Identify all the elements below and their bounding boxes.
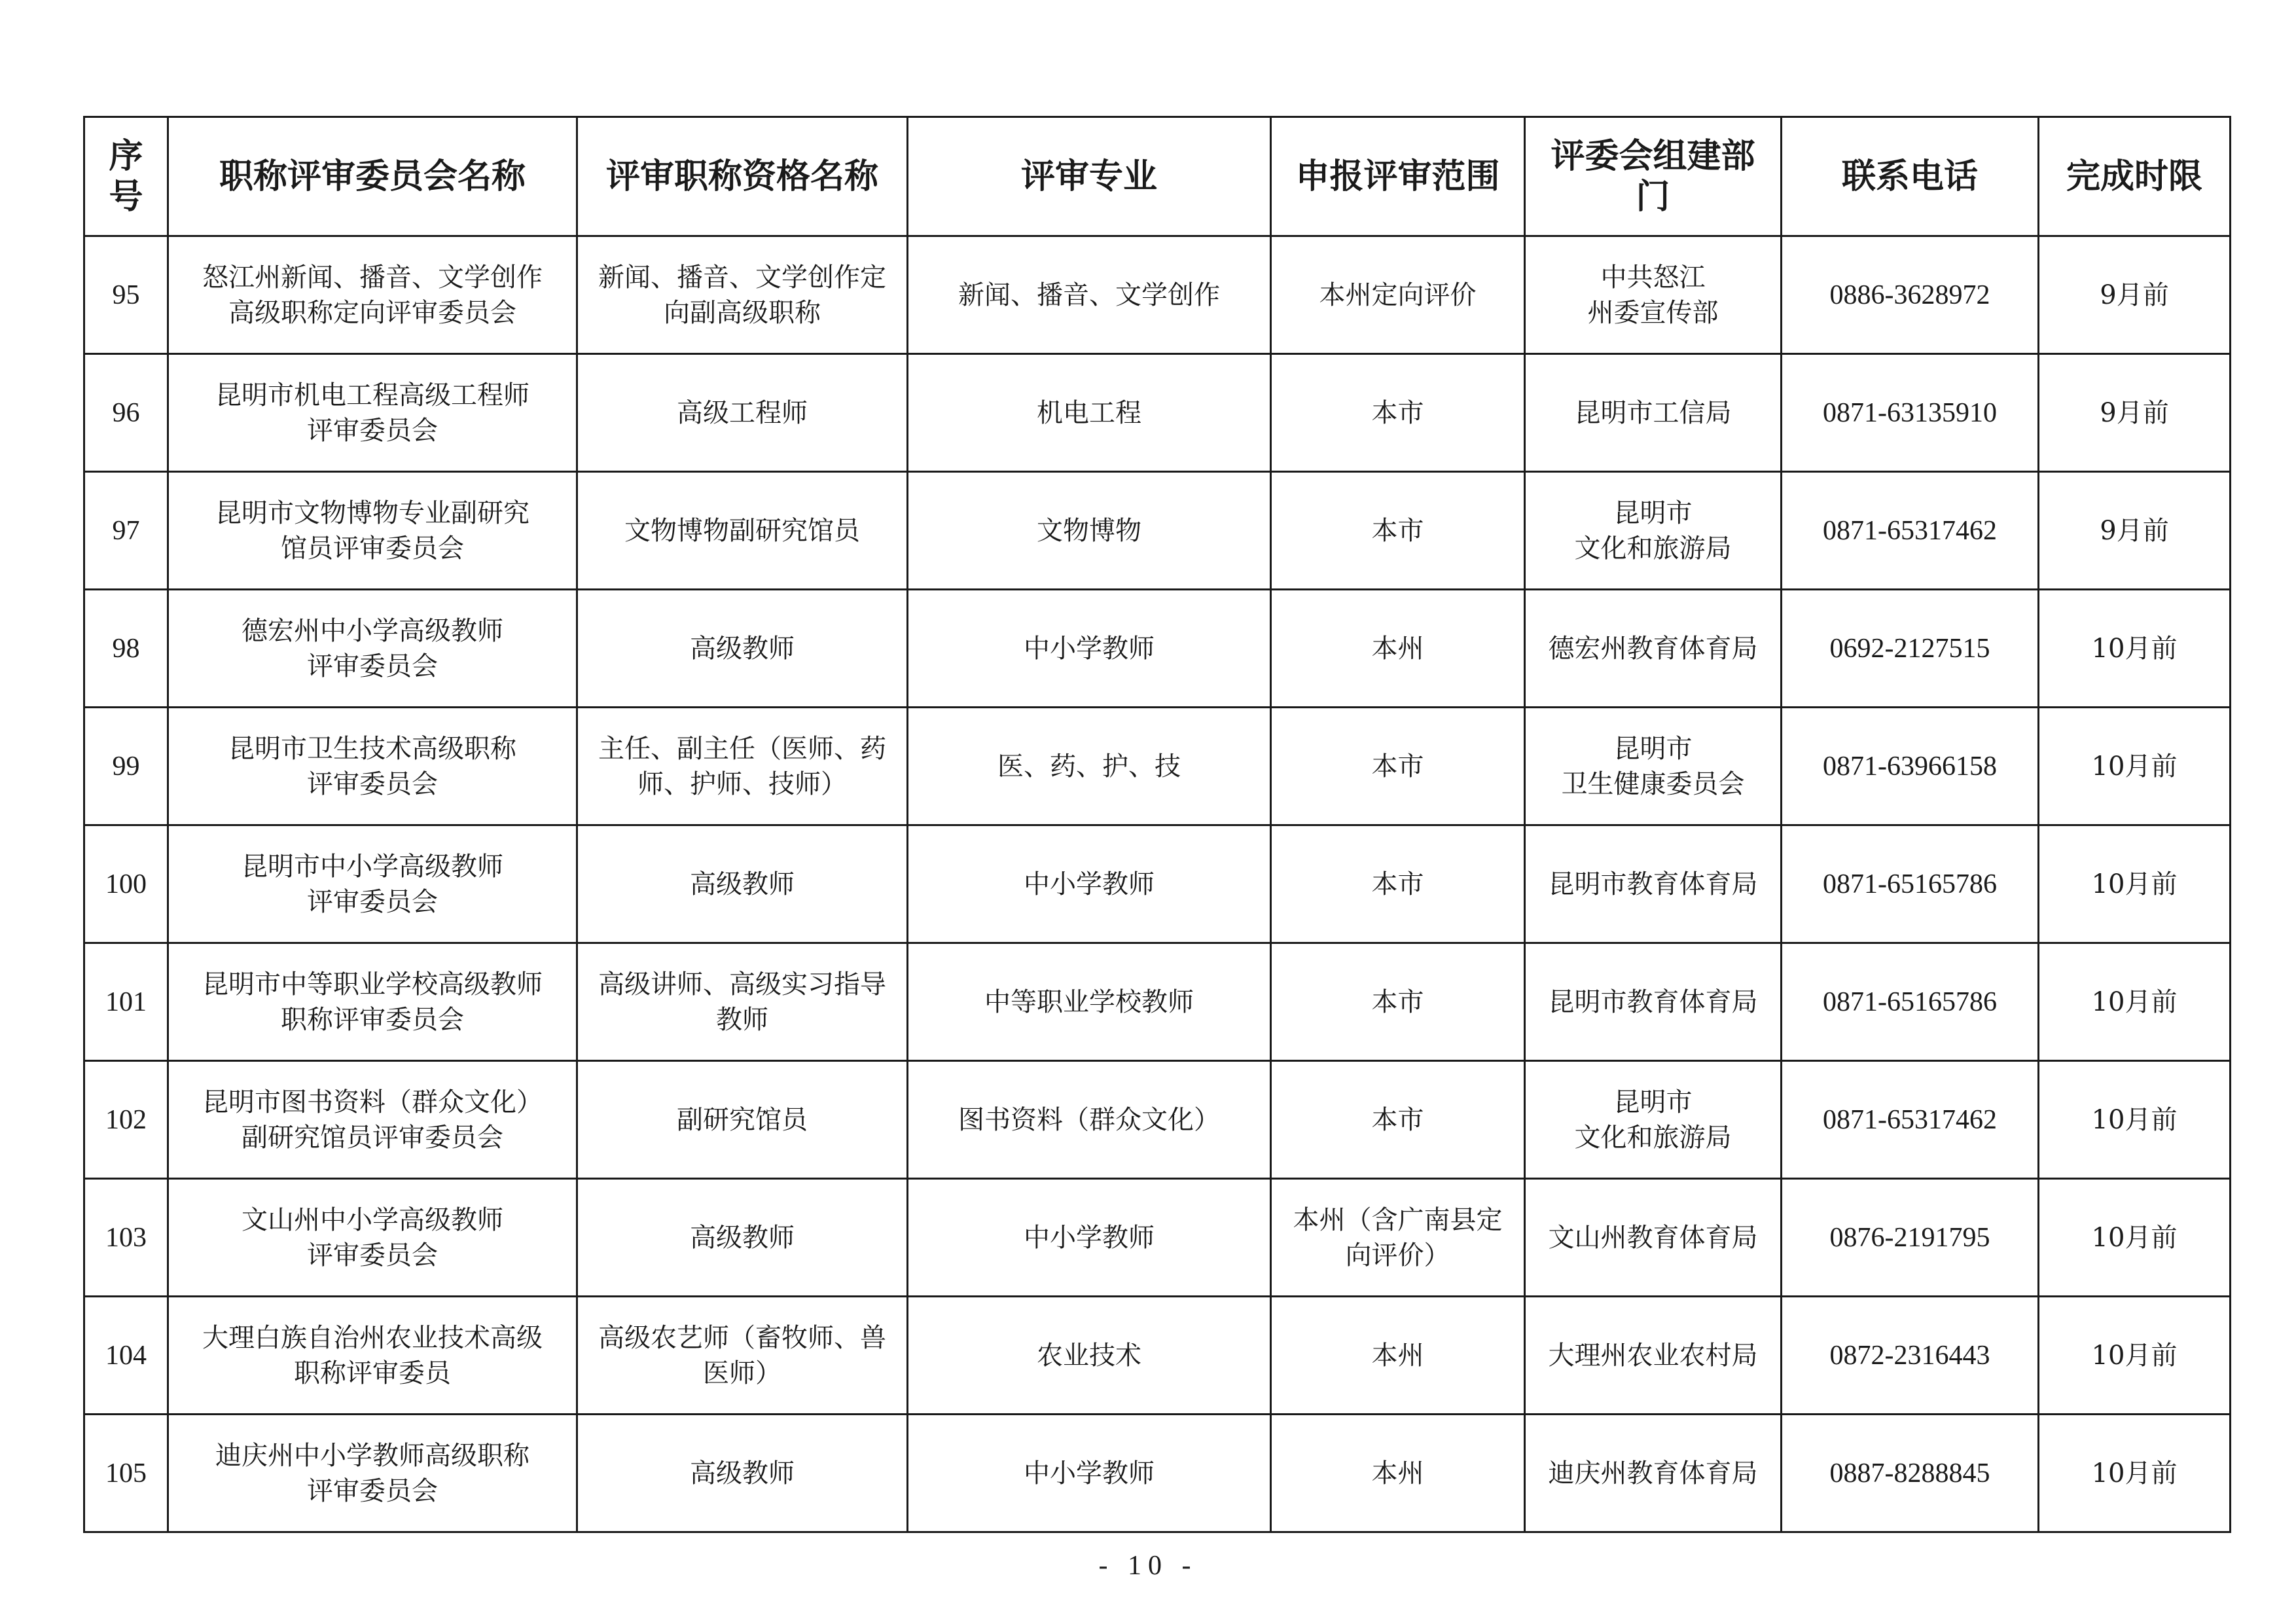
phone-cell: 0871-65165786 [1782, 943, 2039, 1061]
phone-cell: 0876-2191795 [1782, 1179, 2039, 1297]
specialty-cell: 新闻、播音、文学创作 [908, 236, 1271, 354]
department-cell: 昆明市 卫生健康委员会 [1525, 708, 1782, 825]
header-deadline: 完成时限 [2039, 117, 2231, 236]
row-index: 102 [84, 1061, 168, 1179]
scope-cell: 本市 [1271, 708, 1525, 825]
deadline-cell: 10月前 [2039, 708, 2231, 825]
scope-cell: 本州 [1271, 1415, 1525, 1532]
scope-cell: 本州 [1271, 590, 1525, 708]
header-specialty: 评审专业 [908, 117, 1271, 236]
phone-cell: 0886-3628972 [1782, 236, 2039, 354]
review-committee-table [83, 116, 2231, 1533]
phone-cell: 0692-2127515 [1782, 590, 2039, 708]
phone-cell: 0871-65165786 [1782, 825, 2039, 943]
specialty-cell: 图书资料（群众文化） [908, 1061, 1271, 1179]
table-row [84, 1061, 2231, 1179]
header-scope: 申报评审范围 [1271, 117, 1525, 236]
committee-name-cell: 迪庆州中小学教师高级职称 评审委员会 [168, 1415, 577, 1532]
qualification-cell: 高级讲师、高级实习指导 教师 [577, 943, 908, 1061]
table-row [84, 590, 2231, 708]
qualification-cell: 高级教师 [577, 825, 908, 943]
phone-cell: 0871-65317462 [1782, 472, 2039, 590]
specialty-cell: 中等职业学校教师 [908, 943, 1271, 1061]
specialty-cell: 农业技术 [908, 1297, 1271, 1415]
row-index: 97 [84, 472, 168, 590]
scope-cell: 本市 [1271, 354, 1525, 472]
row-index: 104 [84, 1297, 168, 1415]
phone-cell: 0871-63135910 [1782, 354, 2039, 472]
qualification-cell: 主任、副主任（医师、药 师、护师、技师） [577, 708, 908, 825]
table-row [84, 1297, 2231, 1415]
department-cell: 昆明市教育体育局 [1525, 825, 1782, 943]
deadline-cell: 9月前 [2039, 236, 2231, 354]
committee-name-cell: 怒江州新闻、播音、文学创作 高级职称定向评审委员会 [168, 236, 577, 354]
phone-cell: 0872-2316443 [1782, 1297, 2039, 1415]
deadline-cell: 10月前 [2039, 1179, 2231, 1297]
committee-name-cell: 昆明市中小学高级教师 评审委员会 [168, 825, 577, 943]
row-index: 105 [84, 1415, 168, 1532]
department-cell: 昆明市 文化和旅游局 [1525, 1061, 1782, 1179]
specialty-cell: 机电工程 [908, 354, 1271, 472]
scope-cell: 本市 [1271, 1061, 1525, 1179]
page-number: - 10 - [1098, 1551, 1198, 1581]
header-qualification: 评审职称资格名称 [577, 117, 908, 236]
deadline-cell: 10月前 [2039, 590, 2231, 708]
row-index: 96 [84, 354, 168, 472]
row-index: 103 [84, 1179, 168, 1297]
header-committee-name: 职称评审委员会名称 [168, 117, 577, 236]
table-header-row [84, 117, 2231, 236]
row-index: 95 [84, 236, 168, 354]
deadline-cell: 10月前 [2039, 1061, 2231, 1179]
department-cell: 文山州教育体育局 [1525, 1179, 1782, 1297]
row-index: 101 [84, 943, 168, 1061]
deadline-cell: 9月前 [2039, 472, 2231, 590]
scope-cell: 本州 [1271, 1297, 1525, 1415]
table-row [84, 236, 2231, 354]
committee-name-cell: 德宏州中小学高级教师 评审委员会 [168, 590, 577, 708]
committee-name-cell: 昆明市卫生技术高级职称 评审委员会 [168, 708, 577, 825]
department-cell: 中共怒江 州委宣传部 [1525, 236, 1782, 354]
specialty-cell: 中小学教师 [908, 590, 1271, 708]
committee-name-cell: 昆明市中等职业学校高级教师 职称评审委员会 [168, 943, 577, 1061]
table-row [84, 472, 2231, 590]
deadline-cell: 10月前 [2039, 825, 2231, 943]
row-index: 100 [84, 825, 168, 943]
scope-cell: 本市 [1271, 825, 1525, 943]
table-row [84, 825, 2231, 943]
scope-cell: 本市 [1271, 943, 1525, 1061]
phone-cell: 0871-65317462 [1782, 1061, 2039, 1179]
committee-name-cell: 昆明市文物博物专业副研究 馆员评审委员会 [168, 472, 577, 590]
scope-cell: 本市 [1271, 472, 1525, 590]
committee-name-cell: 大理白族自治州农业技术高级 职称评审委员 [168, 1297, 577, 1415]
table-row [84, 708, 2231, 825]
table-row [84, 1179, 2231, 1297]
specialty-cell: 中小学教师 [908, 825, 1271, 943]
table-row [84, 354, 2231, 472]
committee-name-cell: 文山州中小学高级教师 评审委员会 [168, 1179, 577, 1297]
row-index: 99 [84, 708, 168, 825]
scope-cell: 本州（含广南县定 向评价） [1271, 1179, 1525, 1297]
row-index: 98 [84, 590, 168, 708]
qualification-cell: 高级教师 [577, 1179, 908, 1297]
specialty-cell: 医、药、护、技 [908, 708, 1271, 825]
scope-cell: 本州定向评价 [1271, 236, 1525, 354]
department-cell: 昆明市工信局 [1525, 354, 1782, 472]
committee-name-cell: 昆明市机电工程高级工程师 评审委员会 [168, 354, 577, 472]
table-row [84, 943, 2231, 1061]
deadline-cell: 10月前 [2039, 1415, 2231, 1532]
deadline-cell: 9月前 [2039, 354, 2231, 472]
phone-cell: 0887-8288845 [1782, 1415, 2039, 1532]
qualification-cell: 文物博物副研究馆员 [577, 472, 908, 590]
header-phone: 联系电话 [1782, 117, 2039, 236]
qualification-cell: 高级教师 [577, 590, 908, 708]
qualification-cell: 高级教师 [577, 1415, 908, 1532]
committee-name-cell: 昆明市图书资料（群众文化） 副研究馆员评审委员会 [168, 1061, 577, 1179]
deadline-cell: 10月前 [2039, 943, 2231, 1061]
table-row [84, 1415, 2231, 1532]
department-cell: 大理州农业农村局 [1525, 1297, 1782, 1415]
qualification-cell: 高级工程师 [577, 354, 908, 472]
header-index: 序 号 [84, 117, 168, 236]
department-cell: 德宏州教育体育局 [1525, 590, 1782, 708]
department-cell: 迪庆州教育体育局 [1525, 1415, 1782, 1532]
specialty-cell: 中小学教师 [908, 1179, 1271, 1297]
specialty-cell: 中小学教师 [908, 1415, 1271, 1532]
department-cell: 昆明市教育体育局 [1525, 943, 1782, 1061]
qualification-cell: 新闻、播音、文学创作定 向副高级职称 [577, 236, 908, 354]
qualification-cell: 副研究馆员 [577, 1061, 908, 1179]
phone-cell: 0871-63966158 [1782, 708, 2039, 825]
department-cell: 昆明市 文化和旅游局 [1525, 472, 1782, 590]
qualification-cell: 高级农艺师（畜牧师、兽 医师） [577, 1297, 908, 1415]
deadline-cell: 10月前 [2039, 1297, 2231, 1415]
specialty-cell: 文物博物 [908, 472, 1271, 590]
header-department: 评委会组建部 门 [1525, 117, 1782, 236]
